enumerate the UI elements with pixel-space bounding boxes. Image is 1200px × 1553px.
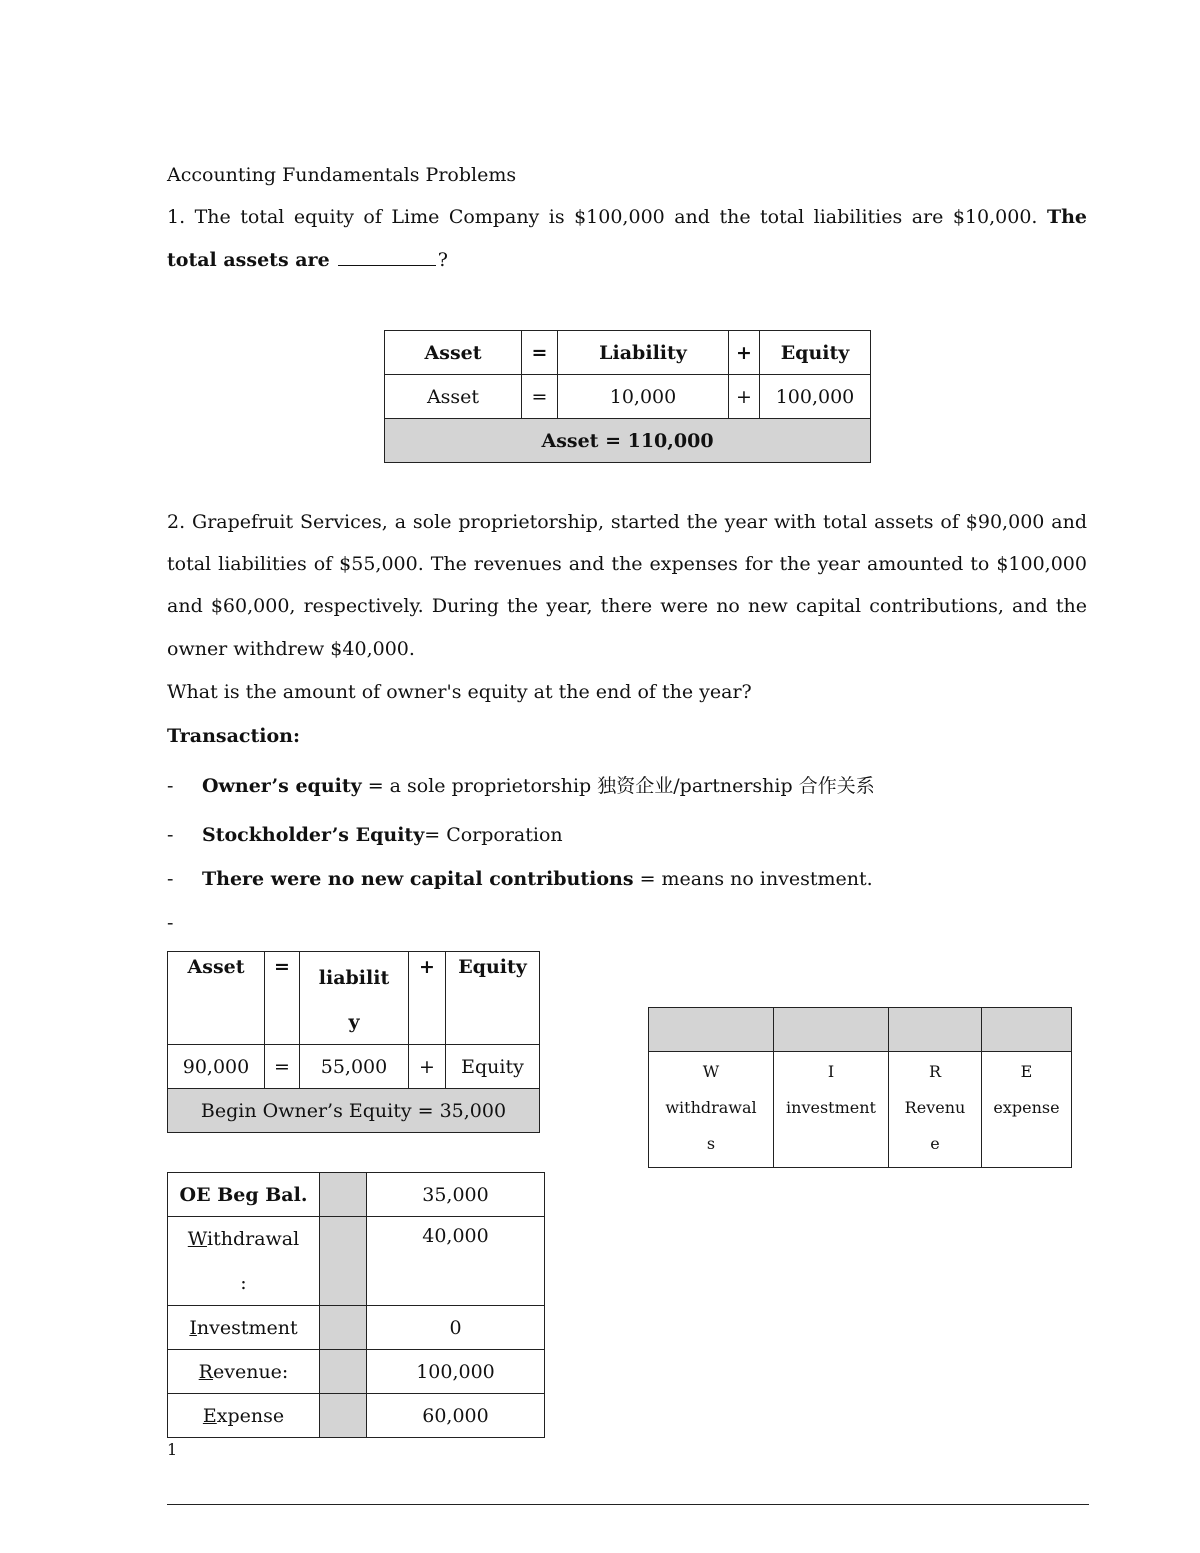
table1-result-row: [385, 419, 871, 463]
table2-equity: Equity: [446, 1045, 540, 1089]
table2-value-row: [168, 1045, 540, 1089]
table1-header-plus: +: [729, 331, 760, 375]
investment-label: [168, 1306, 320, 1350]
bullet-bold: Owner’s equity: [202, 775, 362, 797]
bullet-no-capital: [167, 866, 873, 892]
label-wrap: :: [240, 1272, 247, 1294]
table1-header-liability: Liability: [558, 331, 729, 375]
q1-bold-a: The: [1046, 206, 1087, 228]
table2-liability-line2: y: [348, 1011, 360, 1033]
label-rest: xpense: [216, 1404, 285, 1427]
q2-line3: and $60,000, respectively. During the year, there were no new capital contributions, and the: [167, 595, 1087, 617]
wire-header-row: [649, 1008, 1072, 1052]
bullet-dash: -: [167, 868, 174, 890]
bullet-rest: = Corporation: [424, 824, 563, 846]
wire-revenue: [889, 1052, 982, 1168]
wire-investment: [774, 1052, 889, 1168]
q2-line4: owner withdrew $40,000.: [167, 638, 415, 660]
investment-spacer: [320, 1306, 367, 1350]
equation-table-1: [384, 330, 871, 463]
revenue-row: [168, 1350, 545, 1394]
wire-body-row: [649, 1052, 1072, 1168]
page-title: Accounting Fundamentals Problems: [167, 164, 517, 186]
answer-blank[interactable]: [338, 247, 436, 266]
label-initial: I: [189, 1316, 197, 1339]
expense-spacer: [320, 1394, 367, 1438]
wire-word: withdrawal: [665, 1098, 757, 1117]
oe-spacer: [320, 1173, 367, 1217]
bullet-rest: = a sole proprietorship 独资企业/partnership 合作关系: [361, 775, 875, 797]
equation-table-2: [167, 951, 540, 1133]
wire-letter: W: [702, 1062, 720, 1081]
q2-line1: 2. Grapefruit Services, a sole proprietorship, started the year with total assets of $90,000 and: [167, 511, 1087, 533]
wire-letter: I: [827, 1062, 835, 1081]
bullet-content: [202, 822, 563, 848]
wire-header-cell: [649, 1008, 774, 1052]
bullet-stockholders-equity: [167, 822, 563, 848]
table2-header-liability: [300, 952, 409, 1045]
withdrawal-value: 40,000: [367, 1217, 545, 1306]
expense-label: [168, 1394, 320, 1438]
bullet-rest: = means no investment.: [633, 868, 873, 890]
table1-liability: 10,000: [558, 375, 729, 419]
withdrawal-spacer: [320, 1217, 367, 1306]
wire-header-cell: [982, 1008, 1072, 1052]
wire-withdrawals: [649, 1052, 774, 1168]
table1-equity: 100,000: [760, 375, 871, 419]
wire-table: [648, 1007, 1072, 1168]
wire-wrap: s: [706, 1134, 716, 1153]
q1-text: 1. The total equity of Lime Company is $100,000 and the total liabilities are $10,000.: [167, 206, 1047, 228]
bullet-owners-equity: [167, 773, 875, 799]
table2-eq: =: [265, 1045, 300, 1089]
bullet-dash: -: [167, 775, 174, 797]
wire-letter: E: [1020, 1062, 1033, 1081]
label-rest: nvestment: [196, 1316, 298, 1339]
wire-expense: [982, 1052, 1072, 1168]
wire-wrap: e: [930, 1134, 940, 1153]
revenue-value: 100,000: [367, 1350, 545, 1394]
bullet-dash: -: [167, 912, 174, 934]
table1-header-eq: =: [522, 331, 558, 375]
transaction-label: Transaction:: [167, 725, 300, 747]
table2-header-row: [168, 952, 540, 1045]
revenue-label: [168, 1350, 320, 1394]
investment-row: [168, 1306, 545, 1350]
bullet-bold: There were no new capital contributions: [202, 868, 634, 890]
table2-plus: +: [409, 1045, 446, 1089]
footer-rule: [167, 1504, 1089, 1505]
wire-word: expense: [993, 1098, 1060, 1117]
q1-end: ?: [437, 249, 448, 271]
table1-result: [385, 419, 871, 463]
table2-header-eq: =: [265, 952, 300, 1045]
q2-question: What is the amount of owner's equity at the end of the year?: [167, 681, 752, 703]
bullet-content: [202, 866, 873, 892]
q1-line2: [167, 247, 448, 273]
table1-value-row: [385, 375, 871, 419]
label-initial: R: [198, 1360, 213, 1383]
oe-row: [168, 1173, 545, 1217]
wire-word: Revenu: [904, 1098, 966, 1117]
expense-row: [168, 1394, 545, 1438]
table1-asset: Asset: [385, 375, 522, 419]
wire-header-cell: [774, 1008, 889, 1052]
label-rest: evenue:: [212, 1360, 289, 1383]
wire-header-cell: [889, 1008, 982, 1052]
label-rest: ithdrawal: [207, 1228, 300, 1250]
table2-liability: 55,000: [300, 1045, 409, 1089]
table1-header-equity: Equity: [760, 331, 871, 375]
q1-line1: [167, 204, 1087, 230]
expense-value: 60,000: [367, 1394, 545, 1438]
table2-result-row: [168, 1089, 540, 1133]
table1-header-row: [385, 331, 871, 375]
oe-value: 35,000: [367, 1173, 545, 1217]
wire-letter: R: [928, 1062, 942, 1081]
table1-result-text: Asset = 110,000: [541, 429, 714, 452]
bullet-dash: -: [167, 824, 174, 846]
label-initial: W: [187, 1228, 207, 1250]
table2-header-equity: Equity: [446, 952, 540, 1045]
investment-value: 0: [367, 1306, 545, 1350]
table1-plus: +: [729, 375, 760, 419]
withdrawal-label: [168, 1217, 320, 1306]
table2-header-plus: +: [409, 952, 446, 1045]
revenue-spacer: [320, 1350, 367, 1394]
label-initial: E: [202, 1404, 217, 1427]
table2-header-asset: Asset: [168, 952, 265, 1045]
table1-header-asset: Asset: [385, 331, 522, 375]
owners-equity-table: [167, 1172, 545, 1438]
table2-asset: 90,000: [168, 1045, 265, 1089]
q2-line2: total liabilities of $55,000. The revenues and the expenses for the year amounted to $100,000: [167, 553, 1087, 575]
wire-word: investment: [786, 1098, 876, 1117]
oe-label: OE Beg Bal.: [168, 1173, 320, 1217]
bullet-bold: Stockholder’s Equity: [202, 824, 425, 846]
table2-result: Begin Owner’s Equity = 35,000: [168, 1089, 540, 1133]
bullet-empty: [167, 910, 173, 936]
q1-bold-b: total assets are: [167, 249, 330, 271]
page-number: 1: [167, 1440, 178, 1459]
table1-eq: =: [522, 375, 558, 419]
table2-liability-line1: liabilit: [318, 967, 390, 989]
withdrawal-row: [168, 1217, 545, 1306]
bullet-content: [202, 773, 875, 799]
